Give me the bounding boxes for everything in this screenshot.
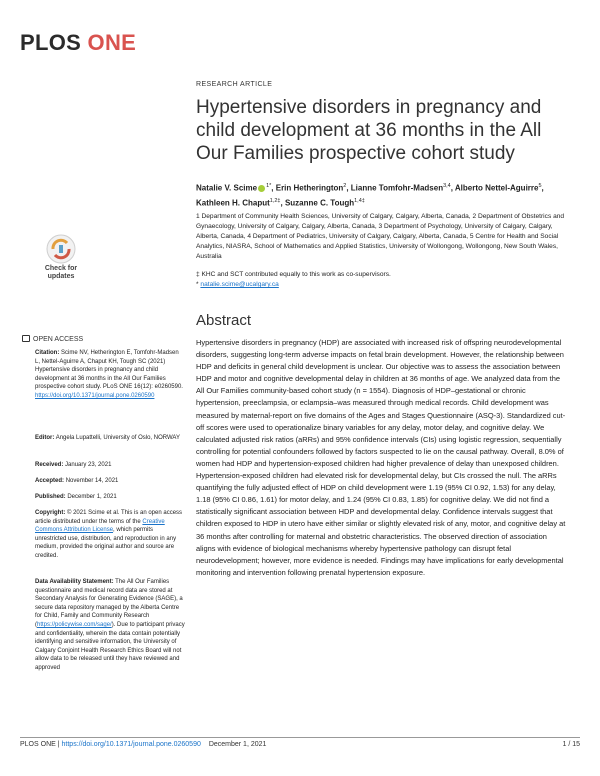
author-affil-sup: 1* <box>266 183 272 189</box>
author-affil-sup: 5 <box>538 183 542 189</box>
abstract-heading: Abstract <box>196 312 252 329</box>
citation-text: Scime NV, Hetherington E, Tomfohr-Madsen L, Nettel-Aguirre A, Chaput KH, Tough SC (2021) Hypertensive disorders in pregnancy and child development at 36 months in the All Our Families prospective cohort study. PLoS ONE 16(12): e0260590. <box>35 350 183 391</box>
received-block <box>35 461 185 470</box>
journal-logo[interactable] <box>20 30 136 56</box>
author-name: , Suzanne C. Tough <box>280 198 355 208</box>
editor-label: Editor: <box>35 435 55 441</box>
affiliations: 1 Department of Community Health Sciences, University of Calgary, Calgary, Alberta, Canada, 2 Department of Obstetrics and Gynaecology, University of Calgary, Calgary, Alberta, Canada, 3 Department of Psychology, University of Calgary, Calgary, Alberta, Canada, 4 Department of Pediatrics, University of Calgary, Calgary, Alberta, Canada, 5 Centre for Health and Social Analytics, NIASRA, School of Mathematics and Applied Statistics, University of Wollongong, Wollongong, New South Wales, Australia <box>196 213 565 260</box>
citation-label: Citation: <box>35 350 60 356</box>
author-notes <box>196 270 574 290</box>
corresp-star: * <box>196 281 199 288</box>
author-name: , Alberto Nettel-Aguirre <box>450 183 539 193</box>
article-title: Hypertensive disorders in pregnancy and child development at 36 months in the All Our Families prospective cohort study <box>196 97 542 164</box>
author-name: , Lianne Tomfohr-Madsen <box>346 183 444 193</box>
footer-date: December 1, 2021 <box>208 741 267 748</box>
check-updates-label: Check for updates <box>44 265 78 280</box>
corresp-email-link[interactable]: natalie.scime@ucalgary.ca <box>200 281 279 288</box>
equal-contribution-note: ‡ KHC and SCT contributed equally to this work as co-supervisors. <box>196 271 391 278</box>
footer-doi-link[interactable]: https://doi.org/10.1371/journal.pone.0260590 <box>61 741 201 748</box>
footer-sep: | <box>55 741 62 748</box>
article-type-label: RESEARCH ARTICLE <box>196 81 273 88</box>
cc-license-link[interactable]: Creative Commons Attribution License <box>35 518 165 534</box>
author-affil-sup: 1,2‡ <box>269 198 281 205</box>
citation-block <box>35 349 185 401</box>
open-access-badge <box>22 334 83 343</box>
data-availability-label: Data Availability Statement: <box>35 579 114 585</box>
author-affil-sup: 1,4‡ <box>354 198 365 205</box>
author-affil-sup: 3,4 <box>443 183 451 189</box>
open-access-label: OPEN ACCESS <box>33 336 84 343</box>
footer-divider <box>20 737 580 738</box>
author-name: Natalie V. Scime <box>196 183 258 193</box>
author-name: , Kathleen H. Chaput <box>196 183 544 208</box>
orcid-icon[interactable] <box>258 185 265 192</box>
check-for-updates-badge[interactable] <box>33 233 89 289</box>
received-date: January 23, 2021 <box>65 462 112 468</box>
published-date: December 1, 2021 <box>67 494 117 500</box>
check-updates-icon <box>33 233 89 265</box>
open-lock-icon <box>22 335 30 342</box>
citation-doi-link[interactable]: https://doi.org/10.1371/journal.pone.0260590 <box>35 392 155 399</box>
corresponding-author <box>196 280 574 290</box>
published-block <box>35 493 185 502</box>
published-label: Published: <box>35 494 66 500</box>
footer-page-number: 1 / 15 <box>562 741 580 748</box>
footer-journal: PLOS ONE <box>20 741 56 748</box>
accepted-block <box>35 477 185 486</box>
page-footer <box>20 741 580 748</box>
copyright-label: Copyright: <box>35 510 66 516</box>
data-availability-text: The All Our Families questionnaire and medical record data are stored at Secondary Analysis for Generating Evidence (SAGE), a secure data repository managed by the Alberta Centre for Child, Family and Community Research ( <box>35 579 183 628</box>
logo-plos: PLOS <box>20 30 82 55</box>
accepted-label: Accepted: <box>35 478 65 484</box>
author-list <box>196 180 571 210</box>
copyright-block <box>35 509 185 561</box>
editor-block <box>35 434 185 443</box>
author-affil-sup: 2 <box>343 183 347 189</box>
data-availability-block <box>35 578 185 673</box>
logo-one: ONE <box>87 30 137 55</box>
data-availability-text-2: ). Due to participant privacy and confidentiality, wherein the data contain potentially identifying and sensitive information, the University of Calgary Conjoint Health Research Ethics Board will not allow data to be released until they have reviewed and approved <box>35 621 185 671</box>
accepted-date: November 14, 2021 <box>65 478 119 484</box>
sage-link[interactable]: https://policywise.com/sage/ <box>37 621 112 628</box>
copyright-text: © 2021 Scime et al. This is an open access article distributed under the terms of the <box>35 510 183 525</box>
abstract-body: Hypertensive disorders in pregnancy (HDP) are associated with increased risk of offspring neurodevelopmental disorders, suggesting long-term adverse impacts on fetal brain development. However, the relationship between HDP and deficits in general child development is unclear. Our objective was to assess the association between HDP and motor and cognitive developmental delay in children at 36 months of age. We analyzed data from the All Our Families community-based cohort study (n = 1554). Diagnosis of HDP–gestational or chronic hypertension, preeclampsia, or eclampsia–was measured through medical records. Child development was measured by maternal-report on five domains of the Ages and Stages Questionnaire (ASQ-3). Standardized cut-off scores were used to operationalize binary variables for any delay, motor delay, and cognitive delay. We calculated adjusted risk ratios (aRRs) and 95% confidence intervals (CIs) using logistic regression, sequentially controlling for potential confounders followed by factors suspected to lie on the causal pathway. Overall, 8.0% of women had HDP and hypertension-exposed children had higher prevalence of delay than unexposed children. Hypertension-exposed children had elevated risk for developmental delay, but CIs crossed the null. The aRRs quantifying the fully adjusted effect of HDP on child development were 1.19 (95% CI 0.92, 1.53) for any delay, 1.18 (95% CI 0.86, 1.61) for motor delay, and 1.24 (95% CI 0.83, 1.85) for cognitive delay. We did not find a statistically significant association between HDP and developmental delay. Confidence intervals suggest that children exposed to HDP in utero have either similar or slightly elevated risk of any, motor, and cognitive delay at 36 months after controlling for maternal and obstetric characteristics. The observed direction of association aligns with evidence of biological mechanisms whereby hypertensive pathology can disrupt fetal neurodevelopment; however, more evidence is needed. Findings may have implications for early developmental monitoring and intervention following prenatal hypertension exposure. <box>196 338 566 577</box>
author-name: , Erin Hetherington <box>271 183 344 193</box>
editor-text: Angela Lupattelli, University of Oslo, NORWAY <box>55 435 180 441</box>
received-label: Received: <box>35 462 64 468</box>
copyright-text-2: , which permits unrestricted use, distribution, and reproduction in any medium, provided the original author and source are credited. <box>35 527 177 559</box>
